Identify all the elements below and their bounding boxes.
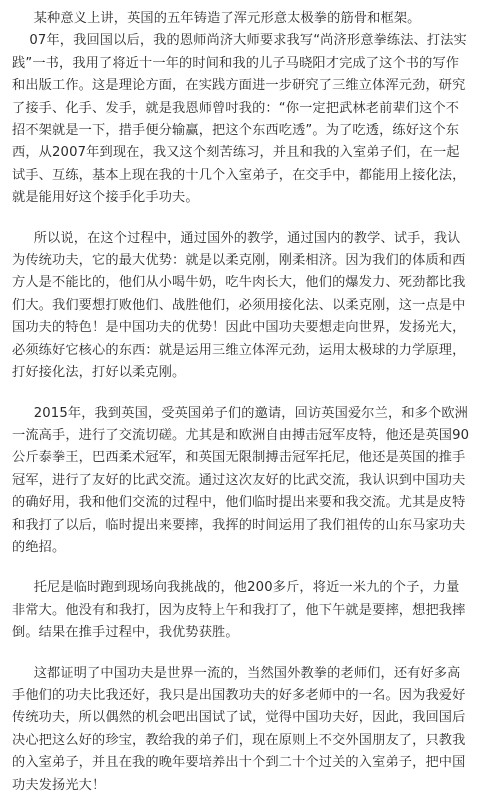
article-paragraph-3: 所以说，在这个过程中，通过国外的教学，通过国内的教学、试手，我认为传统功夫，它的最大优势：就是以柔克刚，刚柔相济。因为我们的体质和西方人是不能比的，他们从小喝牛奶，吃牛肉长大，他们的爆发力、死劲都比我们大。我们要想打败他们、战胜他们，必须用接化法、以柔克刚，这一点是中国功夫的特色！是中国功夫的优势！因此中国功夫要想走向世界，发扬光大，必须练好它核心的东西：就是运用三维立体浑元劲，运用太极球的力学原理，打好接化法，打好以柔克刚。	[12, 230, 466, 381]
article-paragraph-6: 这都证明了中国功夫是世界一流的，当然国外教拳的老师们，还有好多高手他们的功夫比我还好，我只是出国教功夫的好多老师中的一名。因为我爱好传统功夫，所以偶然的机会吧出国试了试，觉得中国功夫好，因此，我回国后决心把这么好的珍宝，教给我的弟子们，现在原则上不交外国朋友了，只教我的入室弟子，并且在我的晚年要培养出十个到二十个过关的入室弟子，把中国功夫发扬光大！	[12, 665, 466, 793]
paragraph-spacer	[12, 210, 471, 228]
paragraph-spacer	[12, 385, 471, 403]
article-paragraph-5: 托尼是临时跑到现场向我挑战的，他200多斤，将近一米九的个子，力量非常大。他没有和我打，因为皮特上午和我打了，他下午就是要摔，想把我摔倒。结果在推手过程中，我优势获胜。	[12, 580, 466, 641]
article-paragraph-4: 2015年，我到英国，受英国弟子们的邀请，回访英国爱尔兰，和多个欧洲一流高手，进行了交流切磋。尤其是和欧洲自由搏击冠军皮特，他还是英国90公斤泰拳王，巴西柔术冠军，和英国无限制搏击冠军托尼，他还是英国的推手冠军，进行了友好的比武交流。通过这次友好的比武交流，我认识到中国功夫的确好用，我和他们交流的过程中，他们临时提出来要和我交流。尤其是皮特和我打了以后，临时提出来要摔，我挥的时间运用了我们祖传的山东马家功夫的绝招。	[12, 405, 470, 555]
paragraph-spacer	[12, 559, 471, 577]
article-paragraph-1: 某种意义上讲，英国的五年铸造了浑元形意太极拳的筋骨和框架。	[12, 11, 421, 26]
paragraph-spacer	[12, 645, 471, 663]
article-paragraph-2: 07年，我回国以后，我的恩师尚济大师要求我写“尚济形意拳练法、打法实践”一书，我用了将近十一年的时间和我的儿子马晓阳才完成了这个书的写作和出版工作。这是理论方面，在实践方面进一步研究了三维立体浑元劲，研究了接手、化手、发手，就是我恩师曾吋我的：“你一定把武林老前辈们这个不招不架就是一下，措手便分输赢，把这个东西吃透”。为了吃透，练好这个东西，从2007年到现在，我又这个刻苦练习，并且和我的入室弟子们，在一起试手、互练，基本上现在我的十几个入室弟子，在交手中，都能用上接化法，就是能用好这个接手化手功夫。	[12, 33, 467, 206]
